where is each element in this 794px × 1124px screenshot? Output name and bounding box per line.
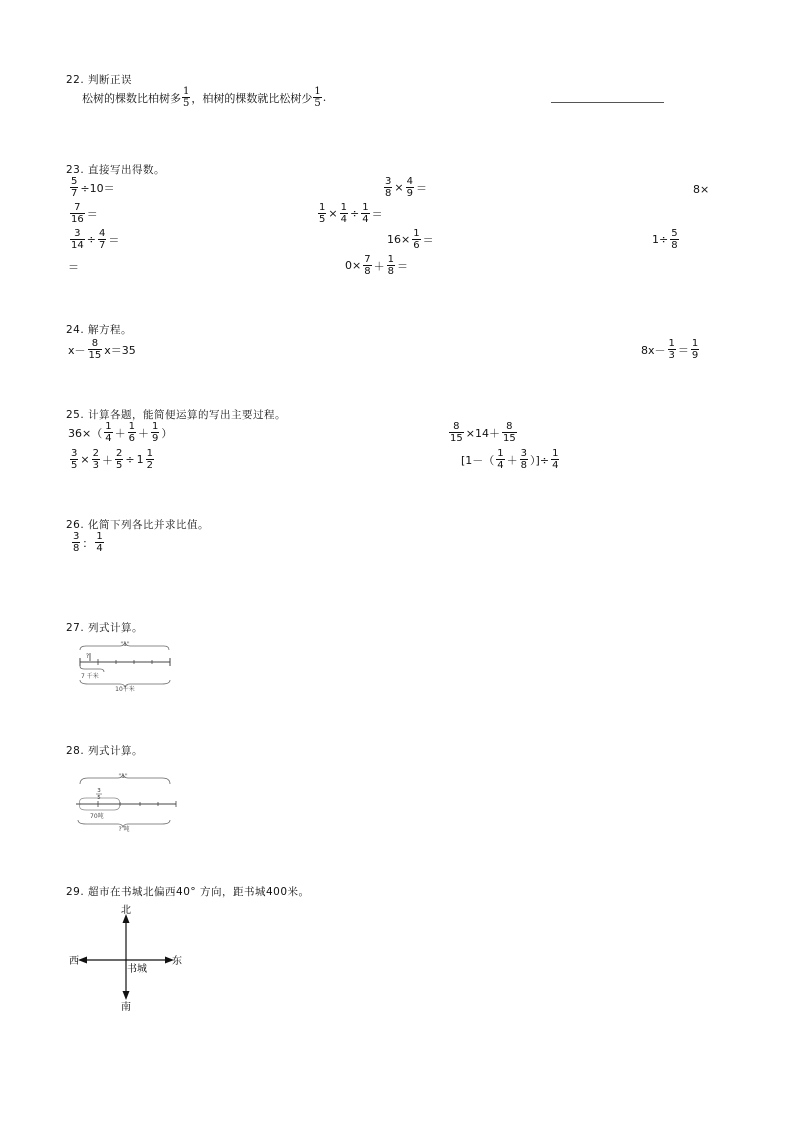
west-arrow-icon — [78, 957, 87, 964]
q23-item-3-head: 8× — [693, 183, 710, 196]
q28-title: 28. 列式计算。 — [66, 745, 144, 757]
q29-title: 29. 超市在书城北偏西40° 方向，距书城400米。 — [66, 886, 310, 898]
q25-expr-4: [1－（ 1 4 ＋ 3 8 ）]÷ $\frac{1}{4}$ — [461, 448, 559, 471]
q28-left-label: 70吨 — [90, 813, 104, 820]
q28-segment-diagram — [72, 770, 180, 832]
q25-expr-3: $\frac{3}{5}$ × $\frac{2}{3}$ ＋ $\frac{2}{5}$ ÷ 1 1 2 — [71, 448, 153, 471]
q22-text-a: 松树的棵数比柏树多 — [82, 91, 181, 105]
q23-item-1: $\frac{5}{7}$ ÷10＝ — [71, 176, 115, 199]
q25-expr-1: 36×（ 1 4 ＋ 1 6 ＋ 1 9 ） — [68, 421, 173, 444]
q29-compass-diagram — [64, 904, 188, 1014]
east-label: 东 — [172, 956, 182, 967]
q23-item-7: 1÷ $\frac{5}{8}$ — [652, 228, 678, 251]
q23-item-2: $\frac{3}{8}$ × $\frac{4}{9}$ ＝ — [385, 176, 427, 199]
q23-item-4: $\frac{1}{5}$ × $\frac{1}{4}$ ÷ $\frac{1}{4}$ ＝ — [319, 202, 383, 225]
q25-title: 25. 计算各题，能简便运算的写出主要过程。 — [66, 409, 287, 421]
q23-item-8: 0× $\frac{7}{8}$ ＋ 1 8 ＝ — [345, 254, 408, 277]
q23-item-6: 16× $\frac{1}{6}$ ＝ — [387, 228, 434, 251]
q23-item-7-tail: ＝ — [68, 261, 79, 274]
center-label: 书城 — [127, 964, 147, 975]
q22-text-b: ，柏树的棵数就比松树少 — [191, 91, 313, 105]
q26-title: 26. 化简下列各比并求比值。 — [66, 519, 210, 531]
q27-title: 27. 列式计算。 — [66, 622, 144, 634]
q28-top-label: "1" — [118, 773, 128, 780]
q28-bottom-label: ? 吨 — [118, 826, 130, 832]
q23-item-5: $\frac{3}{14}$ ÷ $\frac{4}{7}$ ＝ — [71, 228, 120, 251]
fraction: 1 5 — [314, 86, 321, 109]
south-label: 南 — [121, 1002, 131, 1013]
north-label: 北 — [121, 905, 131, 916]
q22-statement — [82, 86, 326, 109]
q22-title: 22. 判断正误 — [66, 74, 133, 86]
fraction: 1 5 — [183, 86, 190, 109]
q27-fraction-label: ? — [85, 653, 89, 660]
q26-ratio: 3 8 ： 1 4 — [73, 531, 103, 554]
q27-bottom-label: 10千米 — [115, 686, 135, 692]
q24-equation-1: x－ 8 15 x＝35 — [68, 338, 136, 361]
q27-left-label: 7 千米 — [81, 673, 99, 680]
q23-item-3: 7 16 ＝ — [71, 202, 98, 225]
q22-text-c: . — [322, 91, 327, 104]
q24-equation-2: 8x－ 1 3 ＝ 1 9 — [641, 338, 699, 361]
q28-fraction-denominator: 5 — [97, 795, 101, 801]
q25-expr-2: $\frac{8}{15}$ ×14＋ 8 15 — [450, 421, 516, 444]
south-arrow-icon — [123, 991, 130, 1000]
q24-title: 24. 解方程。 — [66, 324, 133, 336]
q27-top-label: "1" — [120, 641, 130, 648]
q28-fraction-numerator: 3 — [97, 788, 101, 794]
q23-title: 23. 直接写出得数。 — [66, 164, 166, 176]
west-label: 西 — [69, 956, 79, 967]
q27-segment-diagram — [76, 640, 174, 692]
q22-answer-blank[interactable] — [551, 102, 664, 103]
